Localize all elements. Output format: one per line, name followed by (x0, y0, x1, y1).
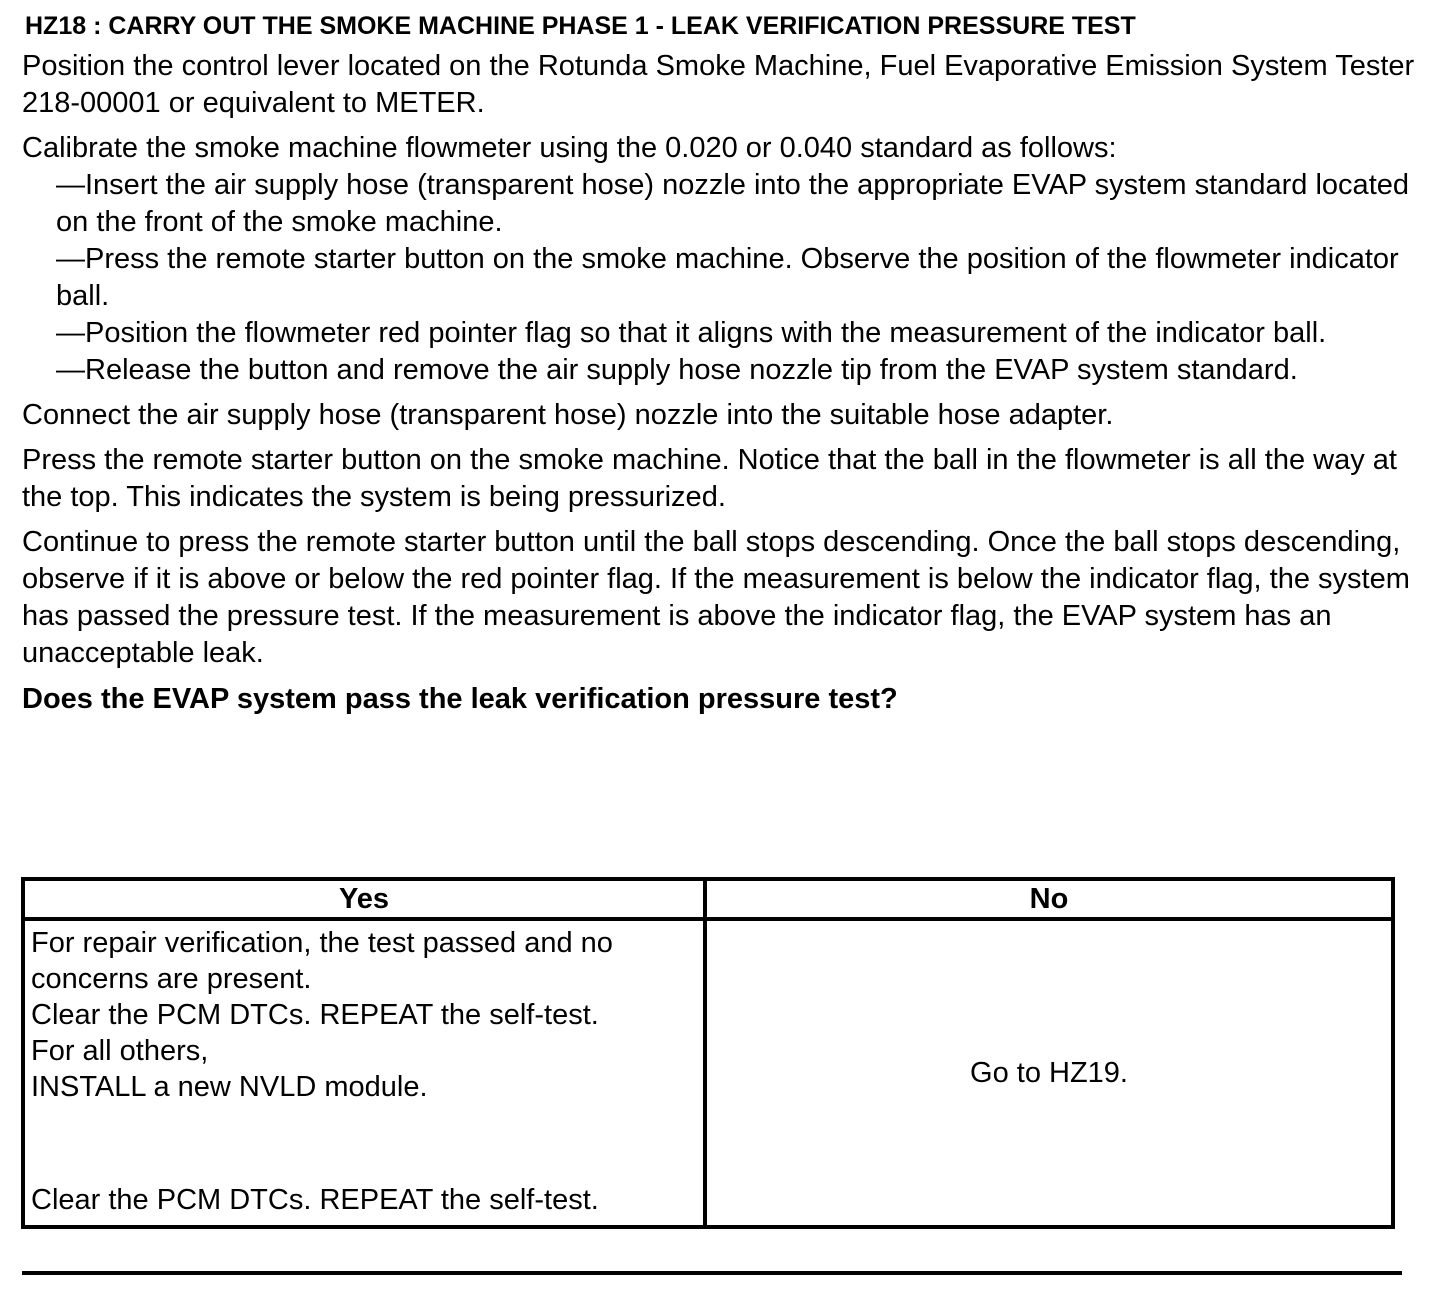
paragraph-connect-hose: Connect the air supply hose (transparent hose) nozzle into the suitable hose adapter. (22, 399, 1114, 431)
paragraph-continue-press: Continue to press the remote starter button until the ball stops descending. Once the ball stops descending, observe if it is above or below the red pointer flag. If the measurement is below the indicator flag, the system has passed the pressure test. If the measurement is above the indicator flag, the EVAP system has an unacceptable leak. (22, 526, 1410, 669)
yes-cell-spacer (31, 1105, 699, 1182)
result-table (21, 877, 1395, 1229)
no-header: No (705, 879, 1393, 919)
document-page (22, 8, 1418, 718)
step-title: HZ18 : CARRY OUT THE SMOKE MACHINE PHASE 1 - LEAK VERIFICATION PRESSURE TEST (25, 12, 1136, 40)
paragraph-position-lever: Position the control lever located on the Rotunda Smoke Machine, Fuel Evaporative Emission System Tester 218-00001 or equivalent to METER. (22, 50, 1415, 119)
result-table-header-row (23, 879, 1393, 919)
calibration-step-position-flag: —Position the flowmeter red pointer flag so that it aligns with the measurement of the indicator ball. (56, 317, 1327, 349)
calibration-step-press-button: —Press the remote starter button on the smoke machine. Observe the position of the flowmeter indicator ball. (56, 243, 1399, 312)
yes-line-repair-verification: For repair verification, the test passed and no (31, 927, 613, 959)
paragraph-press-starter: Press the remote starter button on the smoke machine. Notice that the ball in the flowmeter is all the way at the top. This indicates the system is being pressurized. (22, 444, 1397, 513)
calibration-step-insert-nozzle: —Insert the air supply hose (transparent hose) nozzle into the appropriate EVAP system standard located on the front of the smoke machine. (56, 169, 1410, 238)
yes-cell (23, 919, 705, 1227)
yes-header: Yes (23, 879, 705, 919)
step-question: Does the EVAP system pass the leak verification pressure test? (22, 683, 898, 715)
yes-line-clear-dtcs: Clear the PCM DTCs. REPEAT the self-test. (31, 999, 599, 1031)
paragraph-calibrate: Calibrate the smoke machine flowmeter using the 0.020 or 0.040 standard as follows: (22, 132, 1117, 164)
result-table-row (23, 919, 1393, 1227)
calibration-steps-list (22, 167, 1418, 389)
yes-line-install-module: INSTALL a new NVLD module. (31, 1071, 428, 1103)
no-cell: Go to HZ19. (705, 919, 1393, 1227)
calibration-step-release-button: —Release the button and remove the air supply hose nozzle tip from the EVAP system standard. (56, 354, 1298, 386)
bottom-divider (22, 1271, 1402, 1275)
yes-line-concerns: concerns are present. (31, 963, 312, 995)
yes-line-all-others: For all others, (31, 1035, 209, 1067)
yes-line-clear-dtcs-final: Clear the PCM DTCs. REPEAT the self-test. (31, 1184, 599, 1216)
